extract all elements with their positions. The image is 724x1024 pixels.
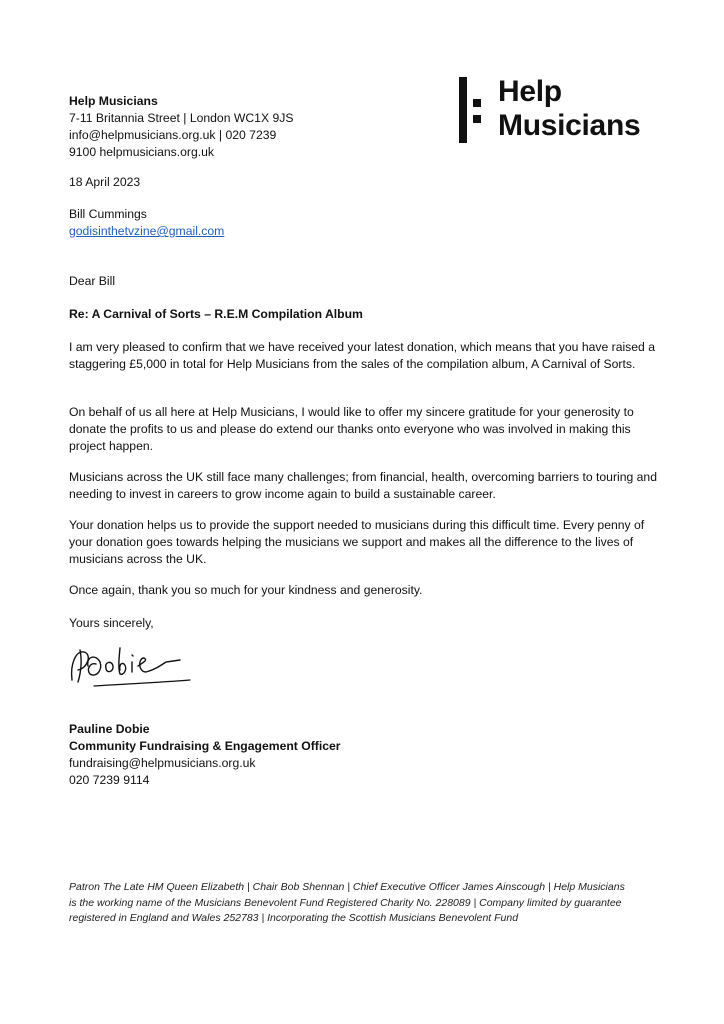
sender-address-line: 7-11 Britannia Street | London WC1X 9JS: [69, 111, 294, 125]
signatory-email: fundraising@helpmusicians.org.uk: [69, 756, 256, 770]
sender-org: Help Musicians: [69, 94, 158, 108]
signatory-name: Pauline Dobie: [69, 722, 150, 736]
salutation: Dear Bill: [69, 274, 116, 288]
sender-contact-line: info@helpmusicians.org.uk | 020 7239: [69, 128, 277, 142]
handwritten-signature: [66, 640, 196, 688]
body-paragraph-3: Musicians across the UK still face many challenges; from financial, health, overcoming barriers to touring and needing to invest in careers to grow income again to build a sustainable career.: [69, 470, 657, 501]
recipient-email-link[interactable]: godisinthetvzine@gmail.com: [69, 224, 225, 238]
letter-date: 18 April 2023: [69, 175, 141, 189]
logo-line-2: Musicians: [498, 109, 641, 142]
body-paragraph-1: I am very pleased to confirm that we have received your latest donation, which means that you have raised a staggering £5,000 in total for Help Musicians from the sales of the compilation album, A Carnival of Sorts.: [69, 340, 655, 371]
signatory-title: Community Fundraising & Engagement Officer: [69, 739, 341, 753]
closing: Yours sincerely,: [69, 616, 154, 630]
help-musicians-logo: [459, 75, 659, 147]
logo-line-1: Help: [498, 75, 562, 108]
body-paragraph-5: Once again, thank you so much for your kindness and generosity.: [69, 583, 423, 597]
body-paragraph-4: Your donation helps us to provide the support needed to musicians during this difficult time. Every penny of your donation goes towards helping the musicians we support and makes all the difference to the lives of musicians across the UK.: [69, 518, 645, 566]
logo-mark-icon: [459, 75, 493, 147]
recipient-name: Bill Cummings: [69, 207, 147, 221]
footer-legal-text: Patron The Late HM Queen Elizabeth | Chair Bob Shennan | Chief Executive Officer James Ainscough | Help Musicians is the working name of the Musicians Benevolent Fund Registered Charity No. 228089 | Company limited by guarantee registered in England and Wales 252783 | Incorporating the Scottish Musicians Benevolent Fund: [69, 881, 625, 924]
sender-contact-line-2: 9100 helpmusicians.org.uk: [69, 145, 214, 159]
body-paragraph-2: On behalf of us all here at Help Musicians, I would like to offer my sincere gratitude for your generosity to donate the profits to us and please do extend our thanks onto everyone who was involved in making this project happen.: [69, 405, 634, 453]
signatory-phone: 020 7239 9114: [69, 773, 150, 787]
signatory-block: [69, 721, 341, 789]
logo-wordmark: [498, 75, 640, 143]
subject-line: Re: A Carnival of Sorts – R.E.M Compilation Album: [69, 307, 363, 321]
recipient-block: [69, 206, 224, 240]
sender-address: [69, 93, 293, 161]
